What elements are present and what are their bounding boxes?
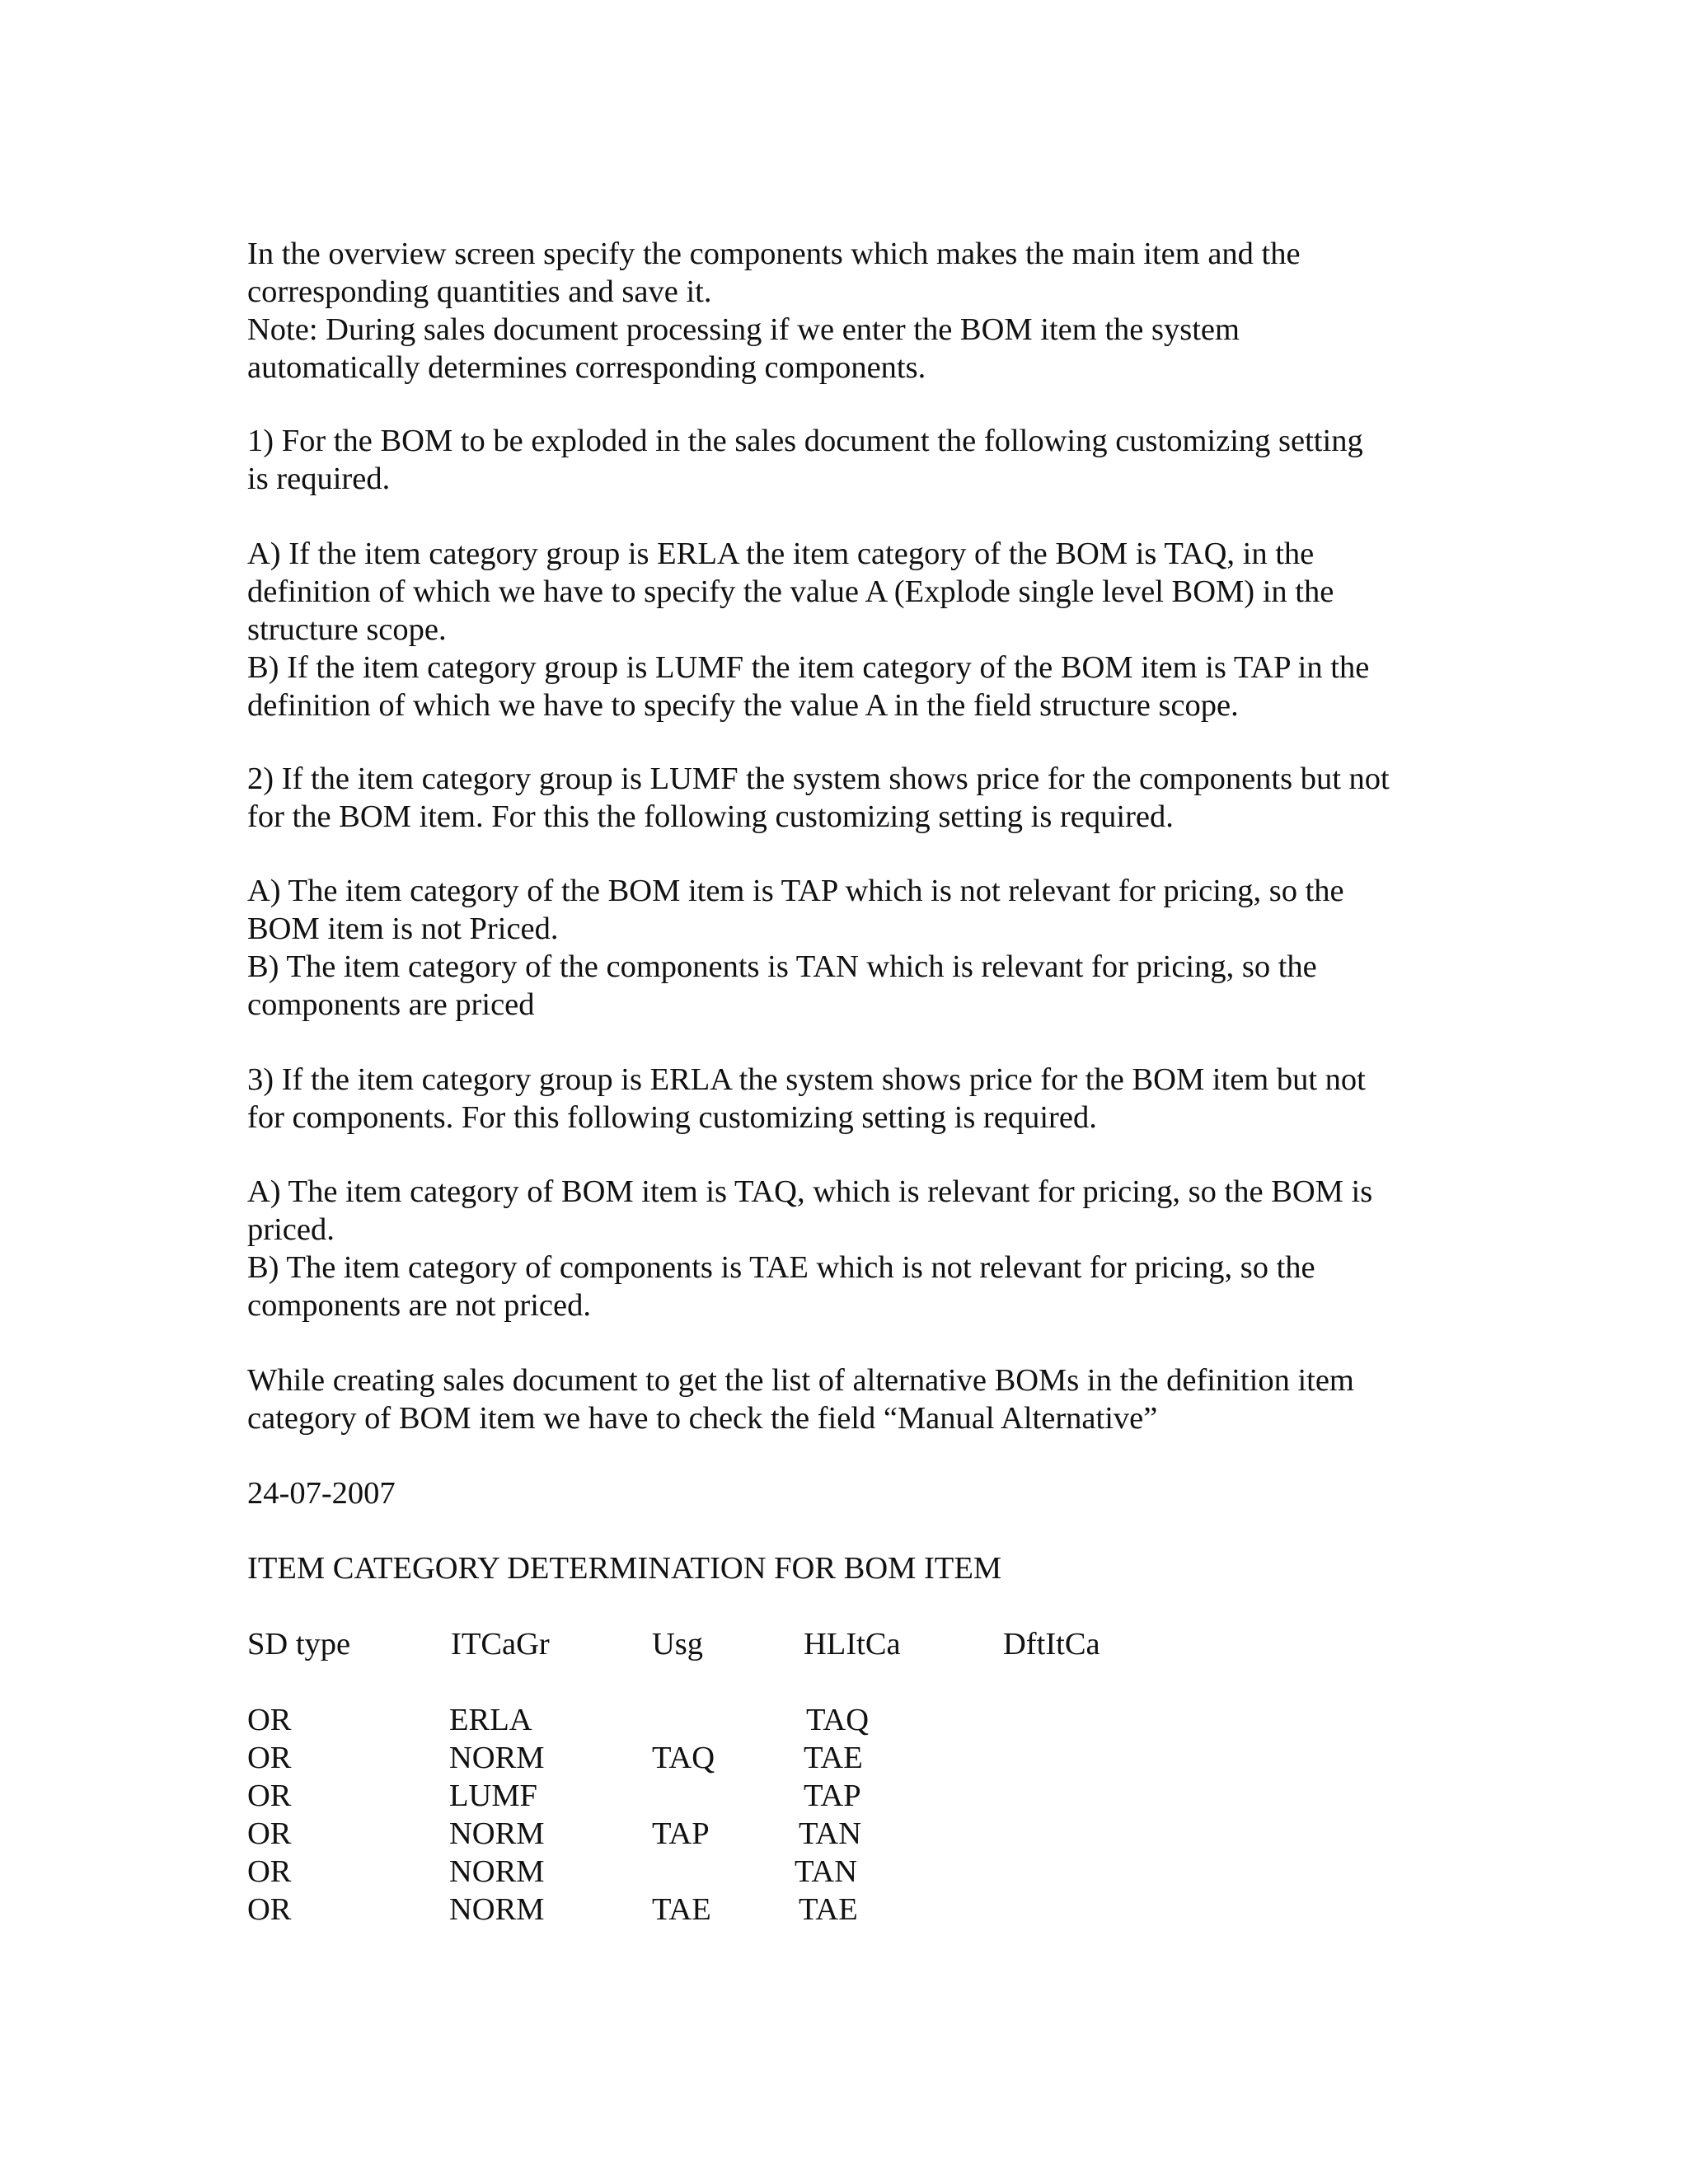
text-line: 1) For the BOM to be exploded in the sales document the following customizing setting xyxy=(247,424,1363,458)
text-line: is required. xyxy=(247,462,391,496)
date-text: 24-07-2007 xyxy=(247,1476,396,1511)
text-line: structure scope. xyxy=(247,612,447,647)
text-line: corresponding quantities and save it. xyxy=(247,274,712,309)
table-cell: NORM xyxy=(449,1854,545,1889)
table-cell: TAQ xyxy=(652,1741,715,1775)
text-line: BOM item is not Priced. xyxy=(247,912,559,946)
table-cell: OR xyxy=(247,1816,292,1851)
heading-text: ITEM CATEGORY DETERMINATION FOR BOM ITEM xyxy=(247,1551,1002,1586)
table-header-usg: Usg xyxy=(652,1627,704,1661)
text-line: components are not priced. xyxy=(247,1288,591,1323)
text-line: automatically determines corresponding components. xyxy=(247,350,926,385)
text-line: definition of which we have to specify the value A (Explode single level BOM) in the xyxy=(247,574,1334,609)
text-line: B) The item category of the components is TAN which is relevant for pricing, so the xyxy=(247,949,1317,984)
text-line: 3) If the item category group is ERLA the system shows price for the BOM item but not xyxy=(247,1062,1366,1097)
text-line: A) If the item category group is ERLA the item category of the BOM is TAQ, in the xyxy=(247,537,1315,571)
table-cell: OR xyxy=(247,1854,292,1889)
text-line: category of BOM item we have to check the field “Manual Alternative” xyxy=(247,1401,1158,1436)
text-line: While creating sales document to get the list of alternative BOMs in the definition item xyxy=(247,1363,1354,1398)
table-cell: LUMF xyxy=(449,1779,537,1813)
table-cell: TAQ xyxy=(806,1703,870,1737)
table-cell: NORM xyxy=(449,1741,545,1775)
text-line: for the BOM item. For this the following customizing setting is required. xyxy=(247,799,1174,834)
table-cell: TAE xyxy=(804,1741,863,1775)
table-cell: OR xyxy=(247,1779,292,1813)
text-line: components are priced xyxy=(247,987,535,1022)
table-cell: TAE xyxy=(799,1892,858,1927)
table-cell: OR xyxy=(247,1741,292,1775)
table-cell: OR xyxy=(247,1703,292,1737)
table-header-hlitca: HLItCa xyxy=(804,1627,901,1661)
text-line: Note: During sales document processing if we enter the BOM item the system xyxy=(247,312,1240,347)
table-header-itcagr: ITCaGr xyxy=(451,1627,550,1661)
table-cell: NORM xyxy=(449,1892,545,1927)
table-cell: TAP xyxy=(652,1816,710,1851)
text-line: A) The item category of the BOM item is TAP which is not relevant for pricing, so the xyxy=(247,874,1344,908)
text-line: for components. For this following customizing setting is required. xyxy=(247,1100,1097,1135)
text-line: B) If the item category group is LUMF the item category of the BOM item is TAP in the xyxy=(247,650,1370,685)
table-header-sd-type: SD type xyxy=(247,1627,351,1661)
table-cell: TAP xyxy=(804,1779,861,1813)
table-cell: TAE xyxy=(652,1892,711,1927)
table-header-dftitca: DftItCa xyxy=(1003,1627,1100,1661)
text-line: A) The item category of BOM item is TAQ, which is relevant for pricing, so the BOM is xyxy=(247,1174,1373,1209)
table-cell: NORM xyxy=(449,1816,545,1851)
table-cell: TAN xyxy=(795,1854,858,1889)
text-line: 2) If the item category group is LUMF the system shows price for the components but not xyxy=(247,762,1390,796)
text-line: In the overview screen specify the components which makes the main item and the xyxy=(247,237,1301,271)
text-line: B) The item category of components is TAE which is not relevant for pricing, so the xyxy=(247,1250,1315,1285)
table-cell: TAN xyxy=(799,1816,862,1851)
text-line: priced. xyxy=(247,1212,335,1247)
text-line: definition of which we have to specify the value A in the field structure scope. xyxy=(247,688,1239,723)
table-cell: ERLA xyxy=(449,1703,532,1737)
table-cell: OR xyxy=(247,1892,292,1927)
